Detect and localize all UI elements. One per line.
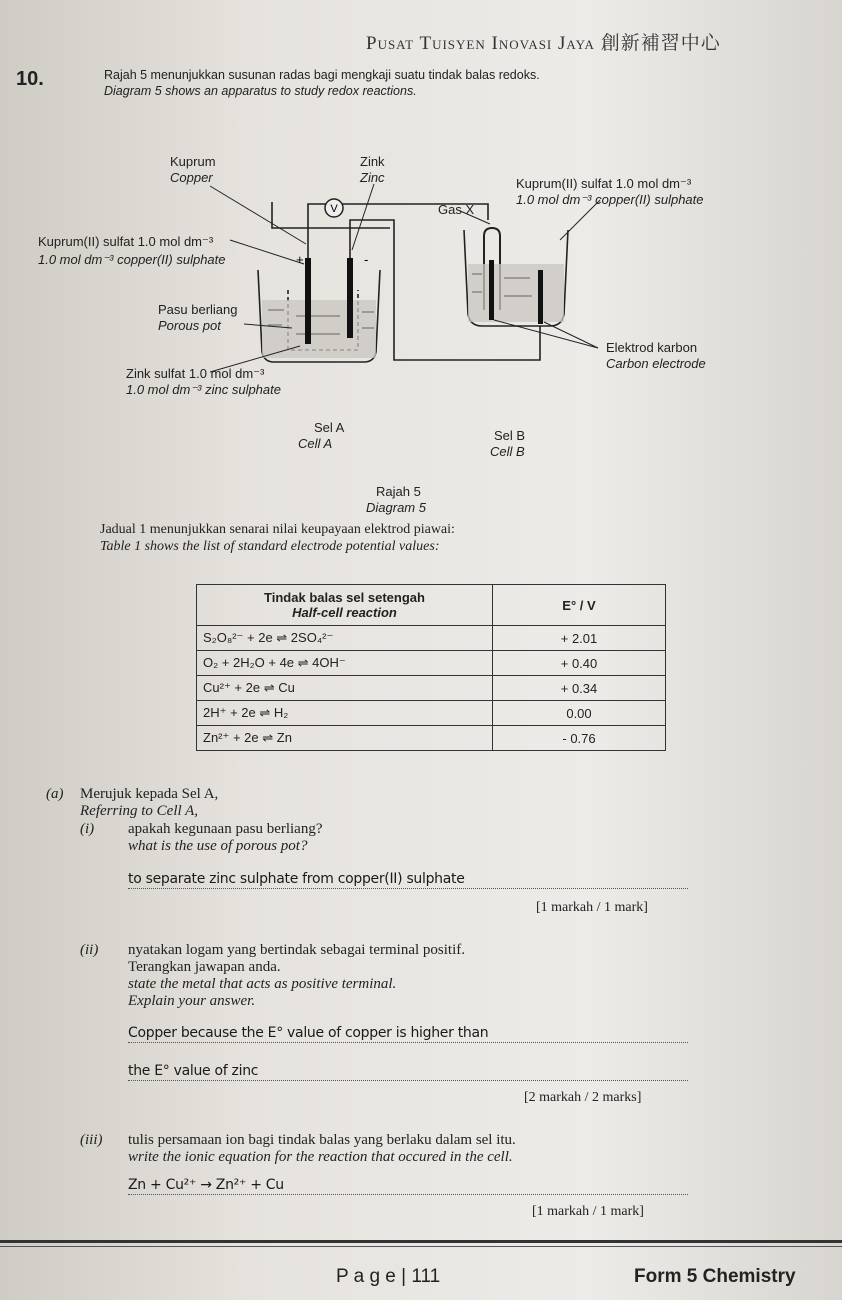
footer-divider-thin xyxy=(0,1246,842,1247)
part-a-i-num: (i) xyxy=(80,821,95,837)
answer-ii-1: Copper because the E° value of copper is higher than xyxy=(128,1025,489,1041)
header-reaction-ms: Tindak balas sel setengah xyxy=(264,590,425,605)
potential-cell: 0.00 xyxy=(493,701,666,726)
solution-cell-b xyxy=(468,264,564,322)
answer-line-i[interactable] xyxy=(128,870,688,889)
part-a-i-en: what is the use of porous pot? xyxy=(128,838,308,854)
reaction-cell: Zn²⁺ + 2e ⇌ Zn xyxy=(197,726,493,751)
table-row xyxy=(197,726,666,751)
page-header: Pusat Tuisyen Inovasi Jaya 創新補習中心 xyxy=(366,33,721,54)
table-header-reaction xyxy=(197,585,493,626)
label-cuso4-right-en: 1.0 mol dm⁻³ copper(II) sulphate xyxy=(516,192,704,207)
subject-label: Form 5 Chemistry xyxy=(634,1266,796,1287)
diagram-caption-en: Diagram 5 xyxy=(366,500,426,515)
potential-cell: + 0.40 xyxy=(493,651,666,676)
part-a-ii-en1: state the metal that acts as positive terminal. xyxy=(128,976,397,992)
part-a-iii-en: write the ionic equation for the reaction that occured in the cell. xyxy=(128,1149,513,1165)
solution-cell-a xyxy=(262,300,376,358)
label-znso4-ms: Zink sulfat 1.0 mol dm⁻³ xyxy=(126,366,265,381)
answer-line-iii[interactable] xyxy=(128,1176,688,1195)
label-porous-ms: Pasu berliang xyxy=(158,302,238,317)
carbon-electrode-right xyxy=(538,270,543,324)
reaction-cell: S₂O₈²⁻ + 2e ⇌ 2SO₄²⁻ xyxy=(197,626,493,651)
answer-i: to separate zinc sulphate from copper(II) sulphate xyxy=(128,871,465,887)
part-a-ii-num: (ii) xyxy=(80,942,99,958)
electrode-potential-table xyxy=(196,584,666,751)
answer-iii: Zn + Cu²⁺ → Zn²⁺ + Cu xyxy=(128,1177,284,1193)
voltmeter-label: V xyxy=(330,203,338,215)
positive-sign: + xyxy=(296,252,304,267)
potential-cell: - 0.76 xyxy=(493,726,666,751)
label-cuso4-left-en: 1.0 mol dm⁻³ copper(II) sulphate xyxy=(38,252,226,267)
table-intro-en: Table 1 shows the list of standard electrode potential values: xyxy=(100,539,440,554)
reaction-cell: 2H⁺ + 2e ⇌ H₂ xyxy=(197,701,493,726)
marks-iii: [1 markah / 1 mark] xyxy=(532,1204,644,1219)
footer-divider xyxy=(0,1240,842,1243)
reaction-cell: O₂ + 2H₂O + 4e ⇌ 4OH⁻ xyxy=(197,651,493,676)
label-cell-a-en: Cell A xyxy=(298,436,333,451)
question-intro-ms: Rajah 5 menunjukkan susunan radas bagi mengkaji suatu tindak balas redoks. xyxy=(104,68,540,82)
marks-ii: [2 markah / 2 marks] xyxy=(524,1090,642,1105)
part-a-ii-ms1: nyatakan logam yang bertindak sebagai terminal positif. xyxy=(128,942,465,958)
potential-cell: + 2.01 xyxy=(493,626,666,651)
part-a-en: Referring to Cell A, xyxy=(80,803,199,819)
zinc-electrode xyxy=(347,258,353,338)
table-header-row xyxy=(197,585,666,626)
part-a-i-ms: apakah kegunaan pasu berliang? xyxy=(128,821,323,837)
label-znso4-en: 1.0 mol dm⁻³ zinc sulphate xyxy=(126,382,281,397)
table-row xyxy=(197,626,666,651)
label-gas-x: Gas X xyxy=(438,202,475,217)
label-cuso4-left-ms: Kuprum(II) sulfat 1.0 mol dm⁻³ xyxy=(38,234,214,249)
diagram-caption-ms: Rajah 5 xyxy=(376,484,421,499)
table-row xyxy=(197,651,666,676)
question-number: 10. xyxy=(16,68,44,90)
potential-cell: + 0.34 xyxy=(493,676,666,701)
negative-sign: - xyxy=(364,252,369,267)
table-row xyxy=(197,701,666,726)
table-header-e: E° / V xyxy=(493,585,666,626)
answer-ii-2: the E° value of zinc xyxy=(128,1063,259,1079)
answer-line-ii-2[interactable] xyxy=(128,1062,688,1081)
reaction-cell: Cu²⁺ + 2e ⇌ Cu xyxy=(197,676,493,701)
label-porous-en: Porous pot xyxy=(158,318,221,333)
label-cell-b-ms: Sel B xyxy=(494,428,526,443)
header-reaction-en: Half-cell reaction xyxy=(292,605,397,620)
part-a-ii-en2: Explain your answer. xyxy=(128,993,256,1009)
label-cuso4-right-ms: Kuprum(II) sulfat 1.0 mol dm⁻³ xyxy=(516,176,692,191)
label-zinc: Zinc xyxy=(360,170,385,185)
electrochemical-cell-diagram xyxy=(0,140,842,470)
table-row xyxy=(197,676,666,701)
label-copper: Copper xyxy=(170,170,213,185)
part-a-ms: Merujuk kepada Sel A, xyxy=(80,786,219,802)
label-zink: Zink xyxy=(360,154,385,169)
page-number: P a g e | 111 xyxy=(336,1266,441,1287)
table-intro-ms: Jadual 1 menunjukkan senarai nilai keupayaan elektrod piawai: xyxy=(100,522,455,537)
carbon-electrode-left xyxy=(489,260,494,320)
label-carbon-ms: Elektrod karbon xyxy=(606,340,698,355)
part-a-iii-num: (iii) xyxy=(80,1132,103,1148)
label-cell-a-ms: Sel A xyxy=(314,420,345,435)
label-carbon-en: Carbon electrode xyxy=(606,356,706,371)
label-cell-b-en: Cell B xyxy=(490,444,525,459)
marks-i: [1 markah / 1 mark] xyxy=(536,900,648,915)
question-intro-en: Diagram 5 shows an apparatus to study redox reactions. xyxy=(104,84,417,98)
copper-electrode xyxy=(305,258,311,344)
part-a-label: (a) xyxy=(46,786,64,802)
answer-line-ii-1[interactable] xyxy=(128,1024,688,1043)
part-a-ii-ms2: Terangkan jawapan anda. xyxy=(128,959,281,975)
label-kuprum: Kuprum xyxy=(170,154,216,169)
part-a-iii-ms: tulis persamaan ion bagi tindak balas yang berlaku dalam sel itu. xyxy=(128,1132,516,1148)
